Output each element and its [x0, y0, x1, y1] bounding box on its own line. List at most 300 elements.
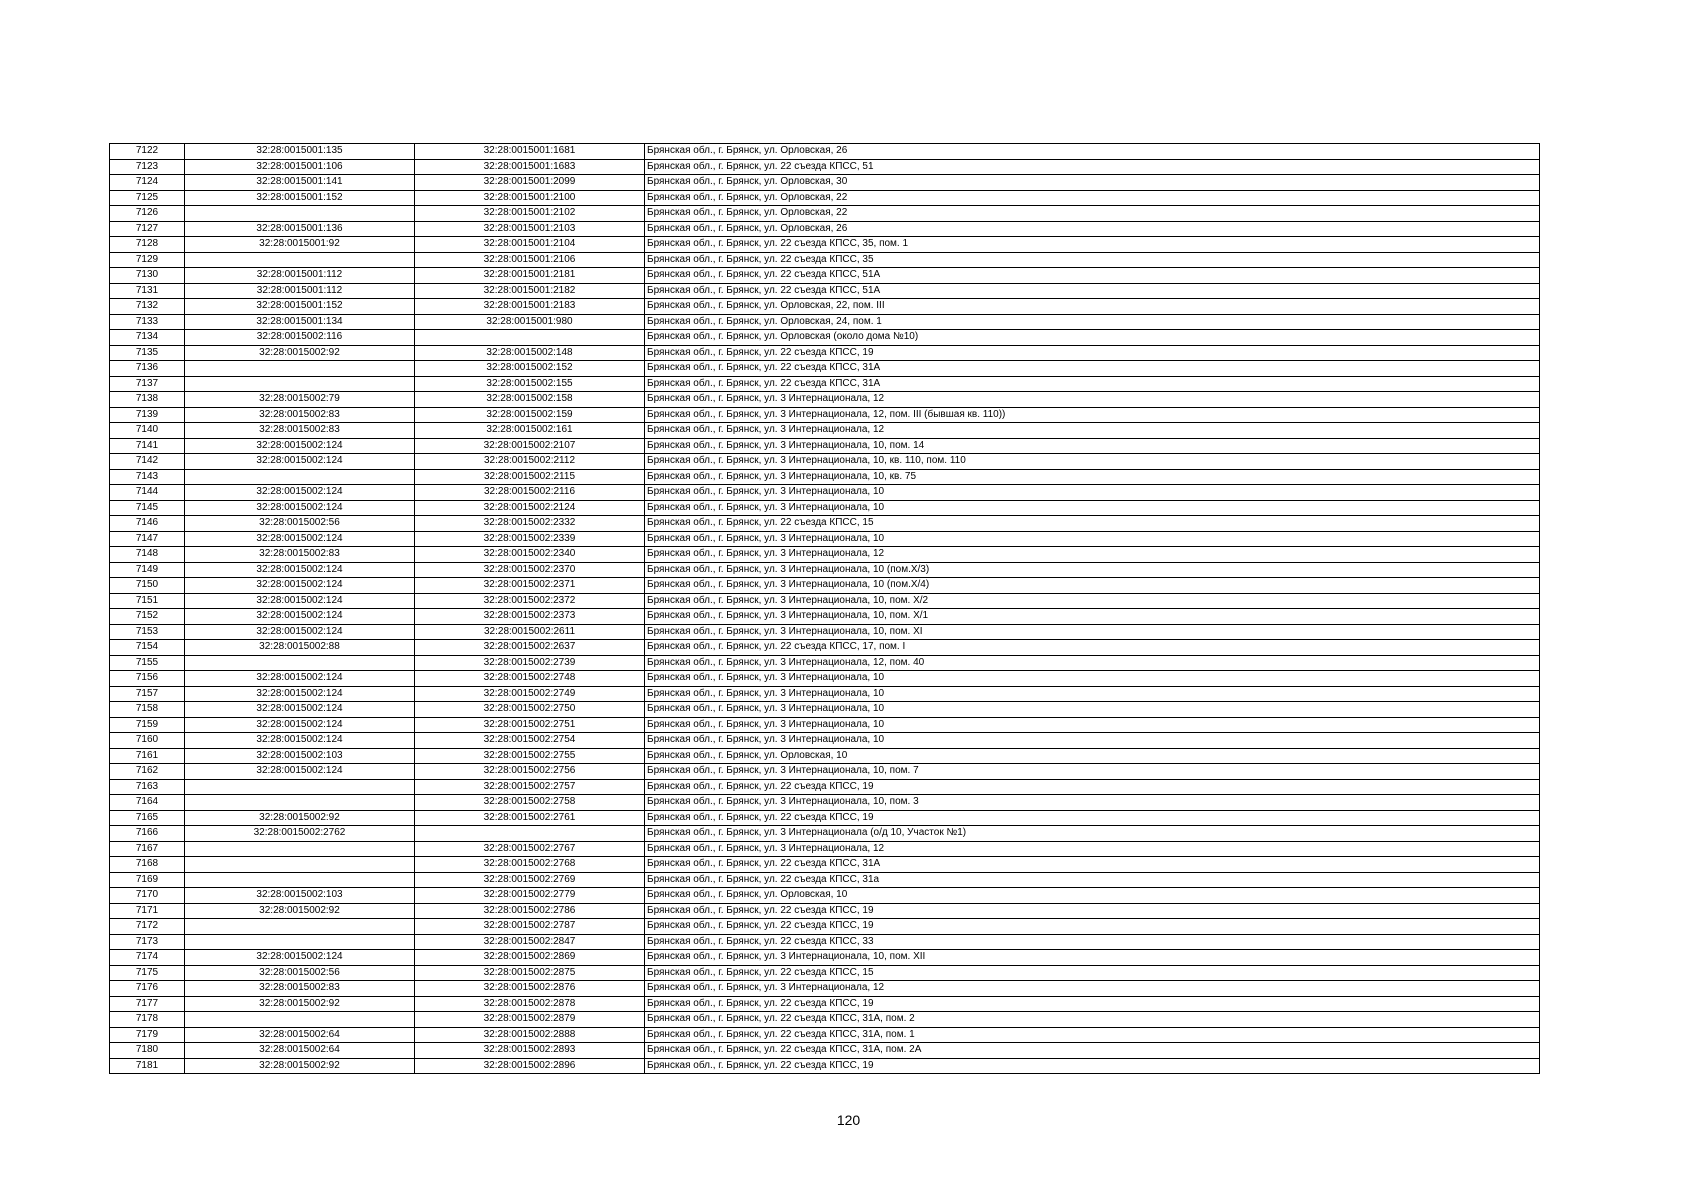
table-row — [110, 578, 1540, 594]
address-cell: Брянская обл., г. Брянск, ул. 22 съезда КПСС, 51 — [645, 159, 1540, 175]
address-cell: Брянская обл., г. Брянск, ул. Орловская, 22, пом. III — [645, 299, 1540, 315]
cadastral-number-cell: 32:28:0015002:2124 — [415, 500, 645, 516]
address-cell: Брянская обл., г. Брянск, ул. 3 Интернационала, 12 — [645, 392, 1540, 408]
cadastral-number-cell: 32:28:0015002:148 — [415, 345, 645, 361]
table-row — [110, 686, 1540, 702]
row-number-cell: 7163 — [110, 779, 185, 795]
parent-cadastral-number-cell — [185, 1012, 415, 1028]
row-number-cell: 7167 — [110, 841, 185, 857]
parent-cadastral-number-cell: 32:28:0015002:124 — [185, 578, 415, 594]
cadastral-number-cell: 32:28:0015001:2103 — [415, 221, 645, 237]
table-row — [110, 857, 1540, 873]
row-number-cell: 7170 — [110, 888, 185, 904]
row-number-cell: 7151 — [110, 593, 185, 609]
address-cell: Брянская обл., г. Брянск, ул. Орловская, 24, пом. 1 — [645, 314, 1540, 330]
address-cell: Брянская обл., г. Брянск, ул. 3 Интернационала, 10 (пом.Х/4) — [645, 578, 1540, 594]
address-cell: Брянская обл., г. Брянск, ул. 22 съезда КПСС, 51А — [645, 283, 1540, 299]
parent-cadastral-number-cell: 32:28:0015002:124 — [185, 454, 415, 470]
parent-cadastral-number-cell: 32:28:0015002:124 — [185, 438, 415, 454]
table-row — [110, 609, 1540, 625]
parent-cadastral-number-cell: 32:28:0015002:124 — [185, 485, 415, 501]
parent-cadastral-number-cell: 32:28:0015002:92 — [185, 810, 415, 826]
cadastral-number-cell: 32:28:0015002:2371 — [415, 578, 645, 594]
address-cell: Брянская обл., г. Брянск, ул. 3 Интернационала, 10, пом. XI — [645, 624, 1540, 640]
parent-cadastral-number-cell: 32:28:0015002:124 — [185, 733, 415, 749]
parent-cadastral-number-cell — [185, 361, 415, 377]
parent-cadastral-number-cell: 32:28:0015002:124 — [185, 624, 415, 640]
cadastral-number-cell: 32:28:0015002:2769 — [415, 872, 645, 888]
parent-cadastral-number-cell: 32:28:0015002:83 — [185, 547, 415, 563]
row-number-cell: 7152 — [110, 609, 185, 625]
cadastral-number-cell: 32:28:0015002:2888 — [415, 1027, 645, 1043]
table-row — [110, 237, 1540, 253]
cadastral-number-cell: 32:28:0015002:2893 — [415, 1043, 645, 1059]
table-row — [110, 841, 1540, 857]
cadastral-number-cell: 32:28:0015002:2767 — [415, 841, 645, 857]
table-row — [110, 407, 1540, 423]
cadastral-number-cell: 32:28:0015001:2100 — [415, 190, 645, 206]
row-number-cell: 7129 — [110, 252, 185, 268]
cadastral-number-cell: 32:28:0015002:158 — [415, 392, 645, 408]
row-number-cell: 7168 — [110, 857, 185, 873]
cadastral-number-cell: 32:28:0015001:2181 — [415, 268, 645, 284]
row-number-cell: 7162 — [110, 764, 185, 780]
address-cell: Брянская обл., г. Брянск, ул. 3 Интернационала, 10, пом. 7 — [645, 764, 1540, 780]
table-row — [110, 826, 1540, 842]
row-number-cell: 7148 — [110, 547, 185, 563]
address-cell: Брянская обл., г. Брянск, ул. 3 Интернационала, 12, пом. III (бывшая кв. 110)) — [645, 407, 1540, 423]
cadastral-number-cell: 32:28:0015001:2183 — [415, 299, 645, 315]
parent-cadastral-number-cell: 32:28:0015001:152 — [185, 299, 415, 315]
parent-cadastral-number-cell — [185, 779, 415, 795]
parent-cadastral-number-cell: 32:28:0015002:124 — [185, 702, 415, 718]
row-number-cell: 7173 — [110, 934, 185, 950]
address-cell: Брянская обл., г. Брянск, ул. 3 Интернационала, 10, пом. XII — [645, 950, 1540, 966]
address-cell: Брянская обл., г. Брянск, ул. Орловская, 10 — [645, 888, 1540, 904]
parent-cadastral-number-cell: 32:28:0015001:134 — [185, 314, 415, 330]
row-number-cell: 7125 — [110, 190, 185, 206]
parent-cadastral-number-cell: 32:28:0015002:83 — [185, 407, 415, 423]
row-number-cell: 7149 — [110, 562, 185, 578]
table-row — [110, 919, 1540, 935]
table-row — [110, 717, 1540, 733]
address-cell: Брянская обл., г. Брянск, ул. Орловская, 22 — [645, 206, 1540, 222]
parent-cadastral-number-cell: 32:28:0015002:124 — [185, 531, 415, 547]
table-row — [110, 144, 1540, 160]
address-cell: Брянская обл., г. Брянск, ул. 22 съезда КПСС, 33 — [645, 934, 1540, 950]
row-number-cell: 7180 — [110, 1043, 185, 1059]
address-cell: Брянская обл., г. Брянск, ул. 22 съезда КПСС, 15 — [645, 965, 1540, 981]
address-cell: Брянская обл., г. Брянск, ул. 22 съезда КПСС, 31А — [645, 857, 1540, 873]
address-cell: Брянская обл., г. Брянск, ул. 22 съезда КПСС, 19 — [645, 903, 1540, 919]
parent-cadastral-number-cell: 32:28:0015002:124 — [185, 950, 415, 966]
row-number-cell: 7143 — [110, 469, 185, 485]
cadastral-number-cell: 32:28:0015002:2739 — [415, 655, 645, 671]
cadastral-number-cell: 32:28:0015001:980 — [415, 314, 645, 330]
cadastral-number-cell: 32:28:0015002:2768 — [415, 857, 645, 873]
cadastral-number-cell: 32:28:0015002:2373 — [415, 609, 645, 625]
row-number-cell: 7128 — [110, 237, 185, 253]
parent-cadastral-number-cell: 32:28:0015001:136 — [185, 221, 415, 237]
cadastral-number-cell: 32:28:0015002:2611 — [415, 624, 645, 640]
parent-cadastral-number-cell: 32:28:0015002:64 — [185, 1043, 415, 1059]
row-number-cell: 7132 — [110, 299, 185, 315]
cadastral-table-body — [110, 144, 1540, 1074]
parent-cadastral-number-cell: 32:28:0015001:106 — [185, 159, 415, 175]
row-number-cell: 7139 — [110, 407, 185, 423]
row-number-cell: 7123 — [110, 159, 185, 175]
table-row — [110, 1027, 1540, 1043]
cadastral-number-cell: 32:28:0015001:2106 — [415, 252, 645, 268]
parent-cadastral-number-cell — [185, 469, 415, 485]
parent-cadastral-number-cell: 32:28:0015002:79 — [185, 392, 415, 408]
parent-cadastral-number-cell — [185, 655, 415, 671]
parent-cadastral-number-cell: 32:28:0015002:92 — [185, 1058, 415, 1074]
table-row — [110, 888, 1540, 904]
parent-cadastral-number-cell — [185, 934, 415, 950]
parent-cadastral-number-cell — [185, 252, 415, 268]
address-cell: Брянская обл., г. Брянск, ул. 3 Интернационала, 12, пом. 40 — [645, 655, 1540, 671]
row-number-cell: 7181 — [110, 1058, 185, 1074]
parent-cadastral-number-cell: 32:28:0015002:88 — [185, 640, 415, 656]
row-number-cell: 7150 — [110, 578, 185, 594]
table-row — [110, 748, 1540, 764]
parent-cadastral-number-cell — [185, 919, 415, 935]
cadastral-number-cell: 32:28:0015002:2340 — [415, 547, 645, 563]
row-number-cell: 7135 — [110, 345, 185, 361]
row-number-cell: 7127 — [110, 221, 185, 237]
row-number-cell: 7164 — [110, 795, 185, 811]
address-cell: Брянская обл., г. Брянск, ул. 3 Интернационала, 10 — [645, 531, 1540, 547]
table-row — [110, 500, 1540, 516]
cadastral-number-cell: 32:28:0015001:2182 — [415, 283, 645, 299]
row-number-cell: 7144 — [110, 485, 185, 501]
row-number-cell: 7165 — [110, 810, 185, 826]
parent-cadastral-number-cell: 32:28:0015001:112 — [185, 268, 415, 284]
cadastral-number-cell: 32:28:0015002:2787 — [415, 919, 645, 935]
row-number-cell: 7138 — [110, 392, 185, 408]
cadastral-number-cell: 32:28:0015002:2755 — [415, 748, 645, 764]
cadastral-number-cell: 32:28:0015002:2869 — [415, 950, 645, 966]
row-number-cell: 7175 — [110, 965, 185, 981]
row-number-cell: 7169 — [110, 872, 185, 888]
cadastral-number-cell: 32:28:0015002:2107 — [415, 438, 645, 454]
parent-cadastral-number-cell — [185, 872, 415, 888]
cadastral-number-cell: 32:28:0015002:2115 — [415, 469, 645, 485]
cadastral-number-cell: 32:28:0015002:2372 — [415, 593, 645, 609]
parent-cadastral-number-cell — [185, 857, 415, 873]
cadastral-number-cell: 32:28:0015002:2757 — [415, 779, 645, 795]
cadastral-number-cell: 32:28:0015002:2339 — [415, 531, 645, 547]
cadastral-number-cell: 32:28:0015001:2104 — [415, 237, 645, 253]
address-cell: Брянская обл., г. Брянск, ул. 3 Интернационала, 10 — [645, 686, 1540, 702]
cadastral-number-cell: 32:28:0015002:2876 — [415, 981, 645, 997]
parent-cadastral-number-cell: 32:28:0015002:56 — [185, 516, 415, 532]
row-number-cell: 7137 — [110, 376, 185, 392]
address-cell: Брянская обл., г. Брянск, ул. 3 Интернационала (о/д 10, Участок №1) — [645, 826, 1540, 842]
table-row — [110, 485, 1540, 501]
parent-cadastral-number-cell: 32:28:0015002:83 — [185, 981, 415, 997]
table-row — [110, 1043, 1540, 1059]
table-row — [110, 221, 1540, 237]
table-row — [110, 531, 1540, 547]
row-number-cell: 7177 — [110, 996, 185, 1012]
row-number-cell: 7145 — [110, 500, 185, 516]
address-cell: Брянская обл., г. Брянск, ул. 22 съезда КПСС, 15 — [645, 516, 1540, 532]
address-cell: Брянская обл., г. Брянск, ул. Орловская, 22 — [645, 190, 1540, 206]
row-number-cell: 7160 — [110, 733, 185, 749]
table-row — [110, 733, 1540, 749]
table-row — [110, 640, 1540, 656]
cadastral-number-cell: 32:28:0015001:1683 — [415, 159, 645, 175]
cadastral-number-cell: 32:28:0015002:159 — [415, 407, 645, 423]
table-row — [110, 593, 1540, 609]
row-number-cell: 7171 — [110, 903, 185, 919]
table-row — [110, 764, 1540, 780]
cadastral-table — [109, 143, 1540, 1074]
row-number-cell: 7131 — [110, 283, 185, 299]
table-row — [110, 454, 1540, 470]
address-cell: Брянская обл., г. Брянск, ул. 22 съезда КПСС, 31А, пом. 1 — [645, 1027, 1540, 1043]
address-cell: Брянская обл., г. Брянск, ул. 22 съезда КПСС, 35, пом. 1 — [645, 237, 1540, 253]
table-row — [110, 624, 1540, 640]
address-cell: Брянская обл., г. Брянск, ул. Орловская, 26 — [645, 221, 1540, 237]
table-row — [110, 361, 1540, 377]
address-cell: Брянская обл., г. Брянск, ул. 3 Интернационала, 10 — [645, 702, 1540, 718]
table-row — [110, 950, 1540, 966]
cadastral-number-cell: 32:28:0015002:2748 — [415, 671, 645, 687]
cadastral-number-cell: 32:28:0015002:2637 — [415, 640, 645, 656]
row-number-cell: 7153 — [110, 624, 185, 640]
page-number: 120 — [836, 1112, 861, 1128]
address-cell: Брянская обл., г. Брянск, ул. 22 съезда КПСС, 19 — [645, 996, 1540, 1012]
parent-cadastral-number-cell: 32:28:0015002:83 — [185, 423, 415, 439]
cadastral-number-cell: 32:28:0015002:2879 — [415, 1012, 645, 1028]
parent-cadastral-number-cell: 32:28:0015002:124 — [185, 686, 415, 702]
parent-cadastral-number-cell: 32:28:0015002:124 — [185, 764, 415, 780]
parent-cadastral-number-cell: 32:28:0015002:2762 — [185, 826, 415, 842]
table-row — [110, 671, 1540, 687]
address-cell: Брянская обл., г. Брянск, ул. 22 съезда КПСС, 19 — [645, 779, 1540, 795]
row-number-cell: 7179 — [110, 1027, 185, 1043]
row-number-cell: 7174 — [110, 950, 185, 966]
address-cell: Брянская обл., г. Брянск, ул. 3 Интернационала, 12 — [645, 547, 1540, 563]
cadastral-number-cell: 32:28:0015002:2370 — [415, 562, 645, 578]
cadastral-number-cell: 32:28:0015002:2896 — [415, 1058, 645, 1074]
parent-cadastral-number-cell: 32:28:0015002:124 — [185, 717, 415, 733]
parent-cadastral-number-cell: 32:28:0015002:56 — [185, 965, 415, 981]
address-cell: Брянская обл., г. Брянск, ул. 22 съезда КПСС, 31А, пом. 2 — [645, 1012, 1540, 1028]
table-row — [110, 314, 1540, 330]
cadastral-number-cell: 32:28:0015002:2749 — [415, 686, 645, 702]
row-number-cell: 7158 — [110, 702, 185, 718]
row-number-cell: 7155 — [110, 655, 185, 671]
parent-cadastral-number-cell: 32:28:0015001:152 — [185, 190, 415, 206]
parent-cadastral-number-cell: 32:28:0015002:92 — [185, 996, 415, 1012]
table-row — [110, 1058, 1540, 1074]
table-row — [110, 268, 1540, 284]
table-row — [110, 438, 1540, 454]
address-cell: Брянская обл., г. Брянск, ул. 22 съезда КПСС, 19 — [645, 919, 1540, 935]
row-number-cell: 7140 — [110, 423, 185, 439]
row-number-cell: 7176 — [110, 981, 185, 997]
row-number-cell: 7147 — [110, 531, 185, 547]
address-cell: Брянская обл., г. Брянск, ул. 3 Интернационала, 10 — [645, 733, 1540, 749]
parent-cadastral-number-cell: 32:28:0015001:92 — [185, 237, 415, 253]
row-number-cell: 7157 — [110, 686, 185, 702]
address-cell: Брянская обл., г. Брянск, ул. 3 Интернационала, 10 (пом.Х/3) — [645, 562, 1540, 578]
table-row — [110, 423, 1540, 439]
address-cell: Брянская обл., г. Брянск, ул. 22 съезда КПСС, 35 — [645, 252, 1540, 268]
table-row — [110, 547, 1540, 563]
parent-cadastral-number-cell: 32:28:0015002:92 — [185, 345, 415, 361]
cadastral-number-cell: 32:28:0015002:2751 — [415, 717, 645, 733]
table-row — [110, 981, 1540, 997]
address-cell: Брянская обл., г. Брянск, ул. Орловская (около дома №10) — [645, 330, 1540, 346]
table-row — [110, 299, 1540, 315]
row-number-cell: 7142 — [110, 454, 185, 470]
table-row — [110, 283, 1540, 299]
parent-cadastral-number-cell: 32:28:0015002:103 — [185, 748, 415, 764]
address-cell: Брянская обл., г. Брянск, ул. 3 Интернационала, 10, пом. 3 — [645, 795, 1540, 811]
address-cell: Брянская обл., г. Брянск, ул. 22 съезда КПСС, 19 — [645, 810, 1540, 826]
parent-cadastral-number-cell: 32:28:0015002:116 — [185, 330, 415, 346]
table-row — [110, 345, 1540, 361]
parent-cadastral-number-cell: 32:28:0015002:64 — [185, 1027, 415, 1043]
table-row — [110, 702, 1540, 718]
table-row — [110, 516, 1540, 532]
cadastral-number-cell: 32:28:0015002:2779 — [415, 888, 645, 904]
address-cell: Брянская обл., г. Брянск, ул. 3 Интернационала, 10, кв. 75 — [645, 469, 1540, 485]
table-row — [110, 190, 1540, 206]
address-cell: Брянская обл., г. Брянск, ул. 22 съезда КПСС, 31а — [645, 872, 1540, 888]
table-row — [110, 795, 1540, 811]
row-number-cell: 7122 — [110, 144, 185, 160]
row-number-cell: 7124 — [110, 175, 185, 191]
parent-cadastral-number-cell: 32:28:0015001:112 — [185, 283, 415, 299]
address-cell: Брянская обл., г. Брянск, ул. 22 съезда КПСС, 19 — [645, 345, 1540, 361]
address-cell: Брянская обл., г. Брянск, ул. 3 Интернационала, 12 — [645, 981, 1540, 997]
cadastral-number-cell: 32:28:0015002:155 — [415, 376, 645, 392]
address-cell: Брянская обл., г. Брянск, ул. 22 съезда КПСС, 19 — [645, 1058, 1540, 1074]
cadastral-number-cell: 32:28:0015002:2750 — [415, 702, 645, 718]
parent-cadastral-number-cell: 32:28:0015001:135 — [185, 144, 415, 160]
parent-cadastral-number-cell: 32:28:0015002:124 — [185, 562, 415, 578]
address-cell: Брянская обл., г. Брянск, ул. Орловская, 26 — [645, 144, 1540, 160]
cadastral-number-cell: 32:28:0015002:152 — [415, 361, 645, 377]
table-row — [110, 252, 1540, 268]
row-number-cell: 7133 — [110, 314, 185, 330]
row-number-cell: 7159 — [110, 717, 185, 733]
cadastral-number-cell: 32:28:0015002:2332 — [415, 516, 645, 532]
cadastral-number-cell: 32:28:0015002:2786 — [415, 903, 645, 919]
table-row — [110, 562, 1540, 578]
address-cell: Брянская обл., г. Брянск, ул. 22 съезда КПСС, 31А — [645, 361, 1540, 377]
parent-cadastral-number-cell: 32:28:0015002:92 — [185, 903, 415, 919]
table-row — [110, 996, 1540, 1012]
parent-cadastral-number-cell — [185, 376, 415, 392]
address-cell: Брянская обл., г. Брянск, ул. 22 съезда КПСС, 31А — [645, 376, 1540, 392]
parent-cadastral-number-cell: 32:28:0015002:124 — [185, 671, 415, 687]
address-cell: Брянская обл., г. Брянск, ул. 3 Интернационала, 10 — [645, 485, 1540, 501]
cadastral-number-cell: 32:28:0015002:2756 — [415, 764, 645, 780]
table-row — [110, 965, 1540, 981]
table-row — [110, 206, 1540, 222]
address-cell: Брянская обл., г. Брянск, ул. 3 Интернационала, 12 — [645, 841, 1540, 857]
cadastral-number-cell: 32:28:0015002:2847 — [415, 934, 645, 950]
row-number-cell: 7172 — [110, 919, 185, 935]
cadastral-number-cell: 32:28:0015001:2102 — [415, 206, 645, 222]
address-cell: Брянская обл., г. Брянск, ул. 22 съезда КПСС, 17, пом. I — [645, 640, 1540, 656]
address-cell: Брянская обл., г. Брянск, ул. 3 Интернационала, 10 — [645, 717, 1540, 733]
row-number-cell: 7161 — [110, 748, 185, 764]
row-number-cell: 7178 — [110, 1012, 185, 1028]
table-row — [110, 872, 1540, 888]
address-cell: Брянская обл., г. Брянск, ул. 3 Интернационала, 10 — [645, 671, 1540, 687]
parent-cadastral-number-cell — [185, 841, 415, 857]
parent-cadastral-number-cell: 32:28:0015002:124 — [185, 500, 415, 516]
row-number-cell: 7130 — [110, 268, 185, 284]
cadastral-number-cell — [415, 330, 645, 346]
address-cell: Брянская обл., г. Брянск, ул. 3 Интернационала, 10, кв. 110, пом. 110 — [645, 454, 1540, 470]
table-row — [110, 469, 1540, 485]
table-row — [110, 810, 1540, 826]
address-cell: Брянская обл., г. Брянск, ул. 3 Интернационала, 10, пом. Х/1 — [645, 609, 1540, 625]
parent-cadastral-number-cell — [185, 795, 415, 811]
row-number-cell: 7154 — [110, 640, 185, 656]
parent-cadastral-number-cell: 32:28:0015002:103 — [185, 888, 415, 904]
row-number-cell: 7134 — [110, 330, 185, 346]
parent-cadastral-number-cell: 32:28:0015001:141 — [185, 175, 415, 191]
cadastral-number-cell: 32:28:0015001:2099 — [415, 175, 645, 191]
cadastral-number-cell: 32:28:0015002:2761 — [415, 810, 645, 826]
address-cell: Брянская обл., г. Брянск, ул. 22 съезда КПСС, 51А — [645, 268, 1540, 284]
cadastral-number-cell: 32:28:0015001:1681 — [415, 144, 645, 160]
table-row — [110, 655, 1540, 671]
cadastral-number-cell: 32:28:0015002:2875 — [415, 965, 645, 981]
parent-cadastral-number-cell: 32:28:0015002:124 — [185, 593, 415, 609]
table-row — [110, 392, 1540, 408]
table-row — [110, 903, 1540, 919]
address-cell: Брянская обл., г. Брянск, ул. 3 Интернационала, 12 — [645, 423, 1540, 439]
table-row — [110, 779, 1540, 795]
cadastral-number-cell: 32:28:0015002:2112 — [415, 454, 645, 470]
table-row — [110, 934, 1540, 950]
cadastral-number-cell — [415, 826, 645, 842]
table-row — [110, 376, 1540, 392]
table-row — [110, 330, 1540, 346]
row-number-cell: 7141 — [110, 438, 185, 454]
cadastral-number-cell: 32:28:0015002:161 — [415, 423, 645, 439]
row-number-cell: 7156 — [110, 671, 185, 687]
row-number-cell: 7166 — [110, 826, 185, 842]
address-cell: Брянская обл., г. Брянск, ул. Орловская, 10 — [645, 748, 1540, 764]
parent-cadastral-number-cell: 32:28:0015002:124 — [185, 609, 415, 625]
cadastral-number-cell: 32:28:0015002:2754 — [415, 733, 645, 749]
table-row — [110, 159, 1540, 175]
address-cell: Брянская обл., г. Брянск, ул. 22 съезда КПСС, 31А, пом. 2А — [645, 1043, 1540, 1059]
cadastral-number-cell: 32:28:0015002:2758 — [415, 795, 645, 811]
row-number-cell: 7126 — [110, 206, 185, 222]
address-cell: Брянская обл., г. Брянск, ул. 3 Интернационала, 10, пом. Х/2 — [645, 593, 1540, 609]
table-row — [110, 175, 1540, 191]
address-cell: Брянская обл., г. Брянск, ул. 3 Интернационала, 10 — [645, 500, 1540, 516]
table-row — [110, 1012, 1540, 1028]
cadastral-number-cell: 32:28:0015002:2878 — [415, 996, 645, 1012]
cadastral-number-cell: 32:28:0015002:2116 — [415, 485, 645, 501]
row-number-cell: 7146 — [110, 516, 185, 532]
row-number-cell: 7136 — [110, 361, 185, 377]
